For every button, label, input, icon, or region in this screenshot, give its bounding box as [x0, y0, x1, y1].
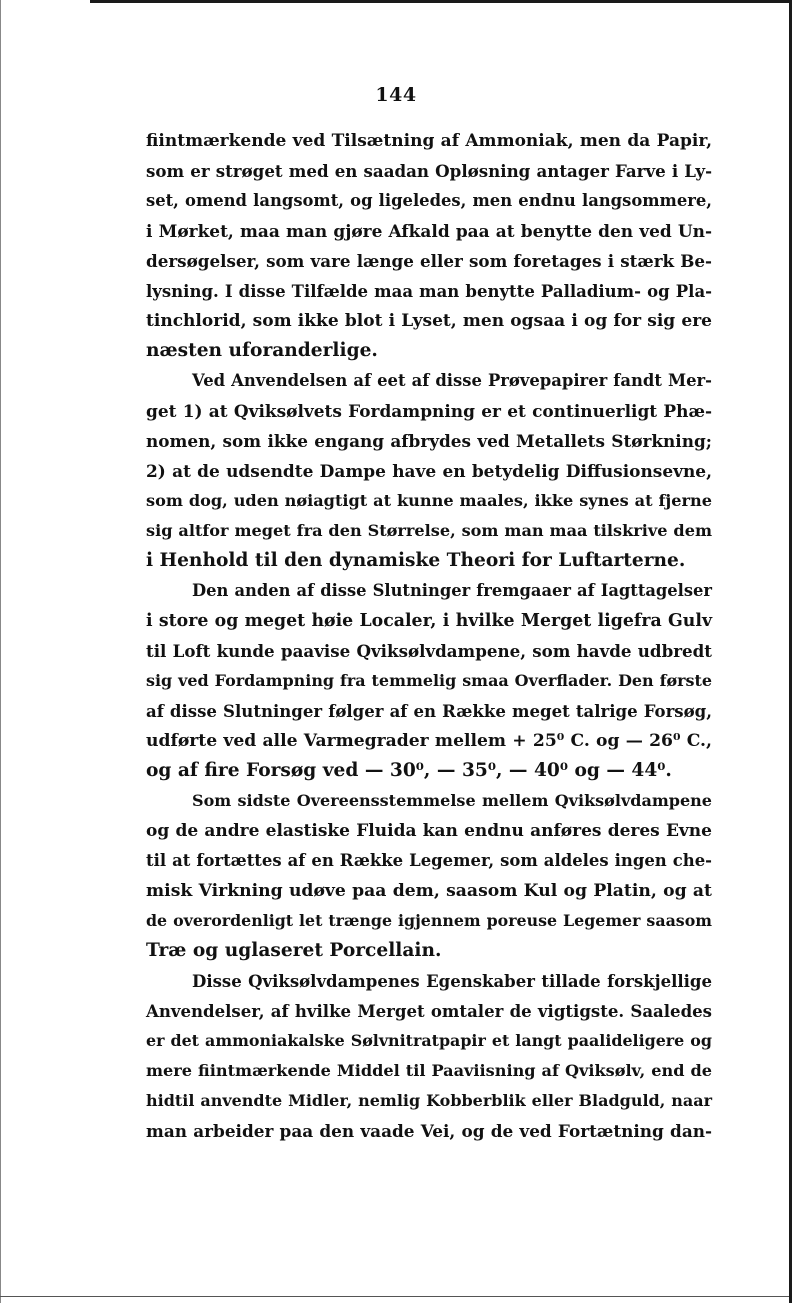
text-line: hidtil anvendte Midler, nemlig Kobberblik eller Bladguld, naar — [146, 1091, 712, 1110]
text-line: af disse Slutninger følger af en Række meget talrige Forsøg, — [146, 701, 712, 721]
text-line: nomen, som ikke engang afbrydes ved Metallets Størkning; — [146, 431, 712, 451]
text-line: i Henhold til den dynamiske Theori for Luftarterne. — [146, 550, 686, 571]
text-line: Den anden af disse Slutninger fremgaaer af Iagttagelser — [192, 581, 712, 600]
text-line: sig ved Fordampning fra temmelig smaa Overflader. Den første — [146, 671, 712, 690]
text-line: set, omend langsomt, og ligeledes, men endnu langsommere, — [146, 191, 712, 210]
text-line: lysning. I disse Tilfælde maa man benytte Palladium- og Pla- — [146, 281, 712, 301]
text-line: til Loft kunde paavise Qviksølvdampene, som havde udbredt — [146, 641, 712, 661]
text-line: næsten uforanderlige. — [146, 340, 378, 361]
text-line: Disse Qviksølvdampenes Egenskaber tillade forskjellige — [192, 971, 712, 991]
text-line: 2) at de udsendte Dampe have en betydelig Diffusionsevne, — [146, 461, 712, 481]
text-line: Anvendelser, af hvilke Merget omtaler de vigtigste. Saaledes — [146, 1001, 712, 1021]
text-line: dersøgelser, som vare længe eller som foretages i stærk Be- — [146, 251, 712, 271]
text-line: er det ammoniakalske Sølvnitratpapir et langt paalideligere og — [146, 1031, 712, 1050]
text-line: Træ og uglaseret Porcellain. — [146, 940, 442, 961]
text-line: mere fiintmærkende Middel til Paaviisning af Qviksølv, end de — [146, 1061, 712, 1080]
text-line: Som sidste Overeensstemmelse mellem Qviksølvdampene — [192, 791, 712, 810]
text-line: i store og meget høie Localer, i hvilke Merget ligefra Gulv — [146, 611, 712, 631]
text-line: som er strøget med en saadan Opløsning antager Farve i Ly- — [146, 161, 712, 181]
body-text — [146, 126, 712, 1146]
text-line: til at fortættes af en Række Legemer, som aldeles ingen che- — [146, 851, 712, 870]
text-line: misk Virkning udøve paa dem, saasom Kul og Platin, og at — [146, 881, 712, 901]
text-line: tinchlorid, som ikke blot i Lyset, men ogsaa i og for sig ere — [146, 311, 712, 331]
top-edge-rule — [90, 0, 789, 3]
text-line: man arbeider paa den vaade Vei, og de ved Fortætning dan- — [146, 1121, 712, 1141]
text-line: som dog, uden nøiagtigt at kunne maales, ikke synes at fjerne — [146, 491, 712, 510]
text-line: Ved Anvendelsen af eet af disse Prøvepapirer fandt Mer- — [192, 371, 712, 390]
left-page-edge — [0, 0, 1, 1303]
text-line: i Mørket, maa man gjøre Afkald paa at benytte den ved Un- — [146, 221, 712, 241]
text-line: sig altfor meget fra den Størrelse, som man maa tilskrive dem — [146, 521, 712, 540]
text-line: udførte ved alle Varmegrader mellem + 25⁰ C. og — 26⁰ C., — [146, 731, 712, 751]
bottom-edge-rule — [0, 1296, 789, 1297]
page-number: 144 — [375, 84, 417, 106]
text-line: og af fire Forsøg ved — 30⁰, — 35⁰, — 40⁰ og — 44⁰. — [146, 760, 672, 781]
text-line: og de andre elastiske Fluida kan endnu anføres deres Evne — [146, 821, 712, 841]
text-line: get 1) at Qviksølvets Fordampning er et continuerligt Phæ- — [146, 401, 712, 421]
text-line: de overordenligt let trænge igjennem poreuse Legemer saasom — [146, 911, 712, 930]
text-line: fiintmærkende ved Tilsætning af Ammoniak, men da Papir, — [146, 131, 712, 151]
